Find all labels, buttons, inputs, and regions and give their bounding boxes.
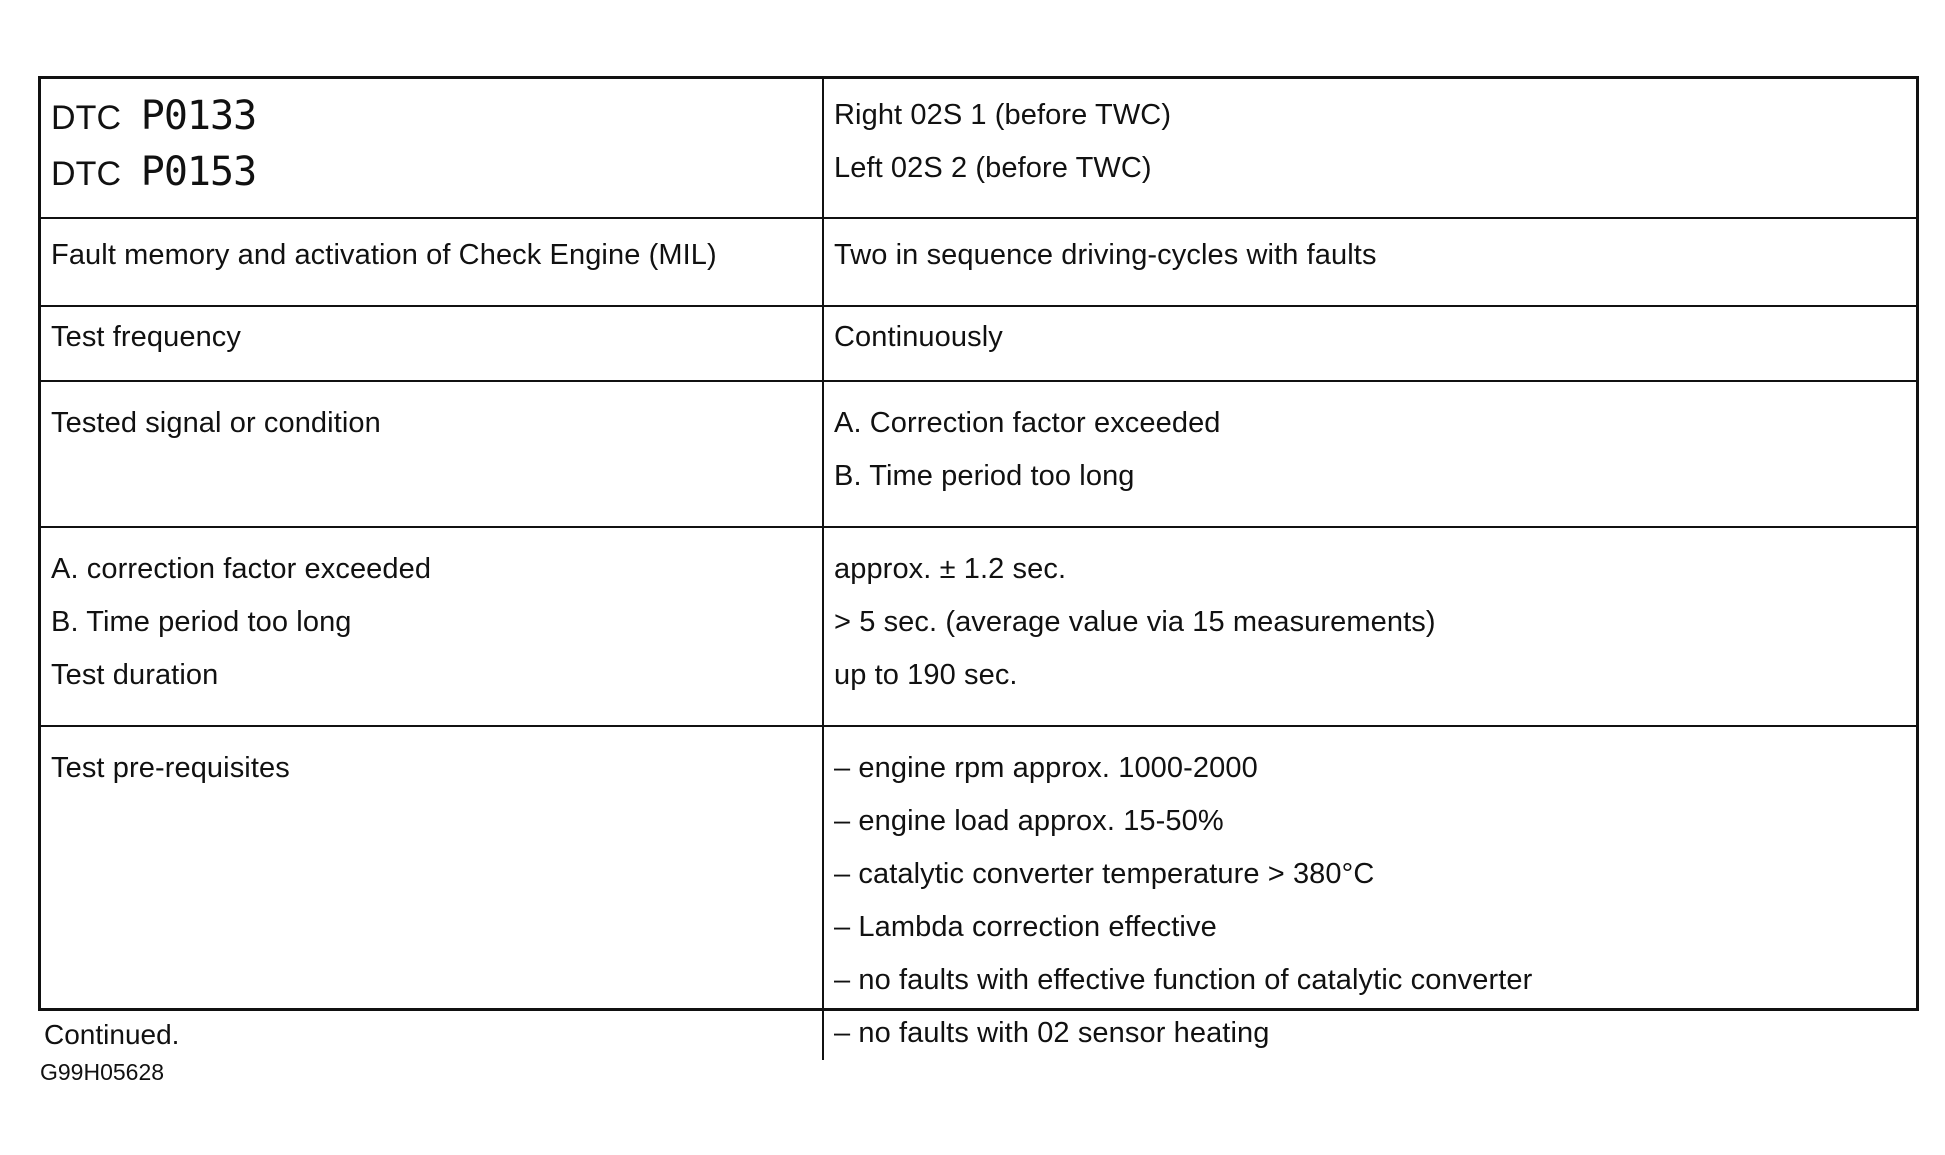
table-row-tested-signal xyxy=(41,381,1916,527)
prerequisites-label: Test pre-requisites xyxy=(41,726,823,1060)
table-row-dtc xyxy=(41,79,1916,218)
continued-note: Continued. xyxy=(44,1019,180,1050)
dtc-codes-cell xyxy=(41,79,823,218)
prerequisite-item: – engine rpm approx. 1000-2000 xyxy=(834,752,1258,784)
tested-signal-label: Tested signal or condition xyxy=(41,381,823,527)
dtc-spec-table xyxy=(41,79,1916,1060)
dtc-description-1: Right 02S 1 (before TWC) xyxy=(834,99,1172,131)
threshold-value-b: > 5 sec. (average value via 15 measurements) xyxy=(834,606,1436,638)
test-frequency-label: Test frequency xyxy=(41,306,823,381)
table-row-prerequisites xyxy=(41,726,1916,1060)
table-row-test-frequency xyxy=(41,306,1916,381)
threshold-value-a: approx. ± 1.2 sec. xyxy=(834,553,1067,585)
prerequisite-item: – engine load approx. 15-50% xyxy=(834,805,1224,837)
dtc-description-cell xyxy=(823,79,1916,218)
thresholds-labels xyxy=(41,527,823,726)
dtc-code: P0153 xyxy=(140,149,257,195)
table-row-fault-memory xyxy=(41,218,1916,306)
fault-memory-label: Fault memory and activation of Check Engine (MIL) xyxy=(41,218,823,306)
prerequisite-item: – Lambda correction effective xyxy=(834,911,1217,943)
dtc-code-line-1 xyxy=(51,89,812,145)
prerequisites-list xyxy=(823,726,1916,1060)
prerequisite-item: – no faults with effective function of catalytic converter xyxy=(834,964,1533,996)
test-duration-value: up to 190 sec. xyxy=(834,659,1018,691)
prerequisite-item: – no faults with 02 sensor heating xyxy=(834,1017,1270,1049)
threshold-label-a: A. correction factor exceeded xyxy=(51,553,432,585)
table-row-thresholds xyxy=(41,527,1916,726)
test-duration-label: Test duration xyxy=(51,659,219,691)
fault-memory-value: Two in sequence driving-cycles with faults xyxy=(823,218,1916,306)
threshold-label-b: B. Time period too long xyxy=(51,606,352,638)
tested-signal-b: B. Time period too long xyxy=(834,460,1135,492)
dtc-code: P0133 xyxy=(140,93,257,139)
dtc-label: DTC xyxy=(51,155,122,193)
thresholds-values xyxy=(823,527,1916,726)
prerequisite-item: – catalytic converter temperature > 380°C xyxy=(834,858,1375,890)
dtc-label: DTC xyxy=(51,99,122,137)
dtc-description-2: Left 02S 2 (before TWC) xyxy=(834,152,1152,184)
tested-signal-values xyxy=(823,381,1916,527)
tested-signal-a: A. Correction factor exceeded xyxy=(834,407,1221,439)
figure-id: G99H05628 xyxy=(40,1059,165,1085)
test-frequency-value: Continuously xyxy=(823,306,1916,381)
dtc-code-line-2 xyxy=(51,145,812,201)
